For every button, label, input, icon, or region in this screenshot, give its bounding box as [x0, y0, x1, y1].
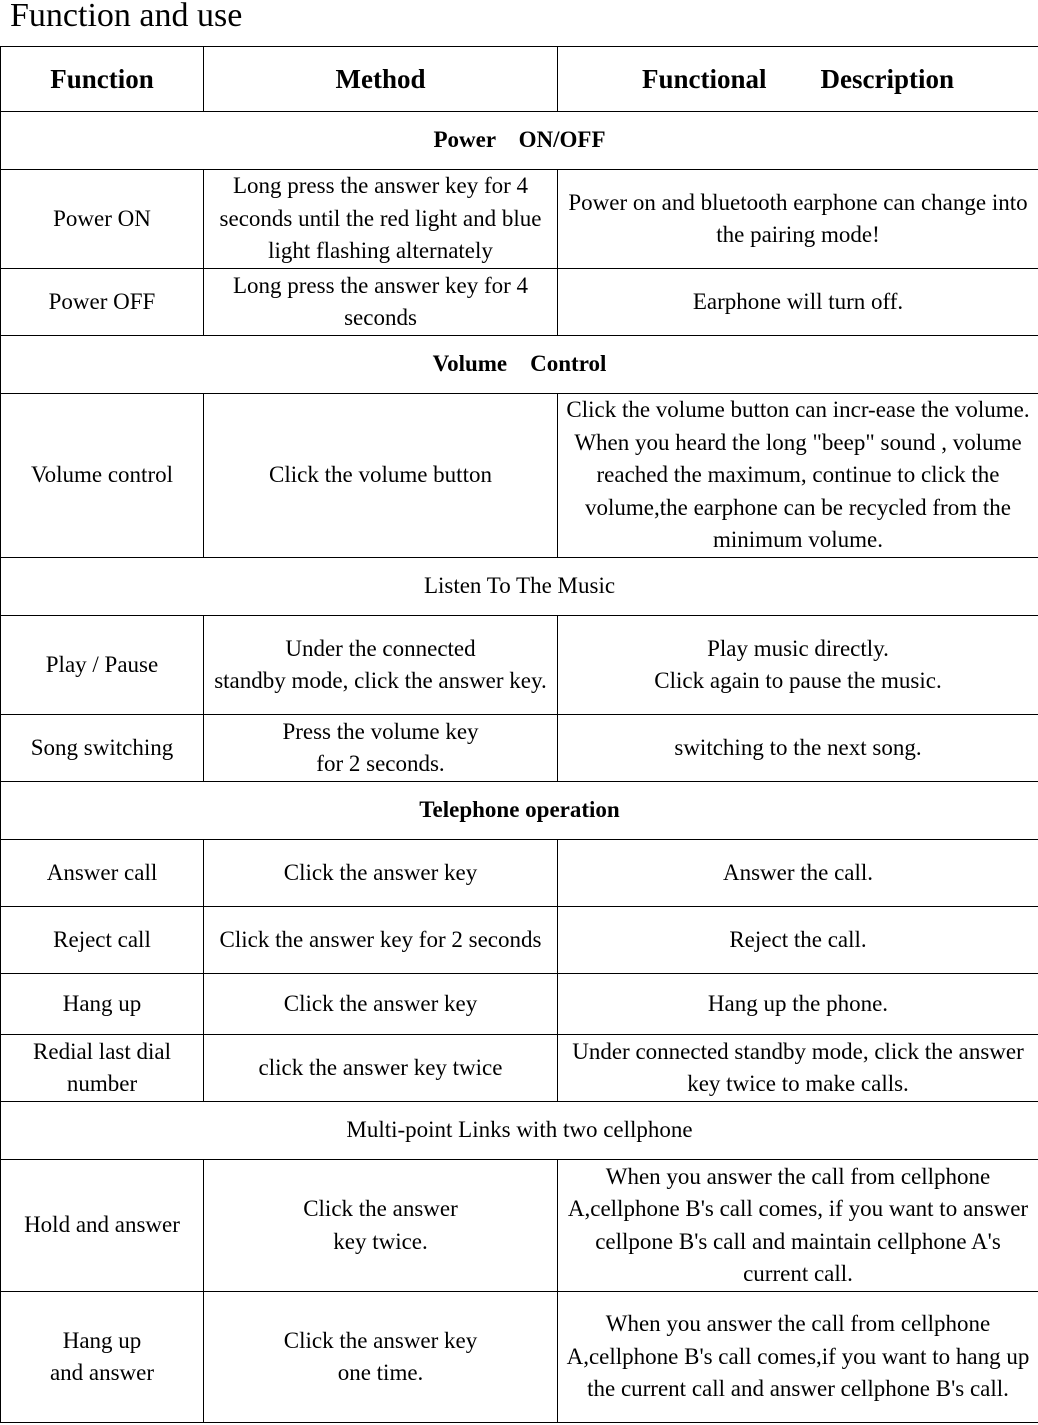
description-cell [558, 1035, 1038, 1102]
description-cell [558, 1160, 1038, 1292]
description-cell [558, 715, 1038, 782]
description-cell [558, 616, 1038, 715]
header-description: Functional Description [558, 47, 1038, 112]
method-text: Long press the answer key for 4 seconds [232, 272, 529, 330]
description-text: When you answer the call from cellphone A,cellphone B's call comes,if you want to hang up the current call and answer cellphone B's call. [566, 1311, 1030, 1402]
method-text: Click the answer key twice. [303, 1196, 458, 1254]
function-cell [1, 840, 204, 907]
description-cell [558, 269, 1038, 336]
function-text: Hang up [62, 990, 142, 1016]
table-row [1, 170, 1038, 269]
table-row [1, 840, 1038, 907]
method-cell [204, 394, 558, 558]
method-cell [204, 974, 558, 1035]
function-cell [1, 616, 204, 715]
table-row [1, 1035, 1038, 1102]
section-title: Volume Control [1, 336, 1038, 394]
description-text: Hang up the phone. [707, 990, 889, 1016]
header-row [1, 47, 1038, 112]
method-cell [204, 170, 558, 269]
description-text: Answer the call. [722, 859, 874, 885]
header-method: Method [204, 47, 558, 112]
description-cell [558, 840, 1038, 907]
method-text: Click the answer key one time. [283, 1327, 478, 1385]
function-cell [1, 170, 204, 269]
function-text: Song switching [30, 734, 174, 760]
method-text: click the answer key twice [258, 1054, 503, 1080]
section-title: Multi-point Links with two cellphone [1, 1102, 1038, 1160]
description-text: When you answer the call from cellphone A,cellphone B's call comes, if you want to answer cellpone B's call and maintain cellphone A's current call. [567, 1163, 1029, 1286]
function-cell [1, 394, 204, 558]
function-text: Reject call [53, 926, 151, 952]
table-row [1, 974, 1038, 1035]
table-row [1, 269, 1038, 336]
method-cell [204, 616, 558, 715]
description-text: Under connected standby mode, click the answer key twice to make calls. [572, 1038, 1024, 1096]
method-text: Click the answer key [283, 859, 478, 885]
table-row [1, 907, 1038, 974]
method-text: Long press the answer key for 4 seconds until the red light and blue light flashing alternately [219, 173, 542, 264]
description-text: switching to the next song. [674, 734, 922, 760]
description-cell [558, 974, 1038, 1035]
description-text: Reject the call. [729, 926, 867, 952]
table-row [1, 616, 1038, 715]
function-cell [1, 1292, 204, 1423]
function-cell [1, 1035, 204, 1102]
function-text: Hang up and answer [49, 1327, 155, 1385]
function-cell [1, 715, 204, 782]
section-row [1, 1102, 1038, 1160]
section-row [1, 558, 1038, 616]
method-text: Click the answer key for 2 seconds [219, 926, 542, 952]
function-text: Hold and answer [24, 1212, 180, 1238]
function-cell [1, 907, 204, 974]
method-cell [204, 1160, 558, 1292]
method-text: Click the answer key [283, 990, 478, 1016]
description-cell [558, 170, 1038, 269]
section-row [1, 336, 1038, 394]
function-table [0, 46, 1038, 1423]
function-text: Power ON [53, 205, 151, 231]
method-cell [204, 840, 558, 907]
function-text: Volume control [30, 462, 174, 488]
method-cell [204, 1035, 558, 1102]
function-cell [1, 974, 204, 1035]
section-title: Listen To The Music [1, 558, 1038, 616]
function-cell [1, 1160, 204, 1292]
method-text: Press the volume key for 2 seconds. [282, 718, 479, 776]
description-text: Power on and bluetooth earphone can change into the pairing mode! [568, 189, 1028, 247]
header-function: Function [1, 47, 204, 112]
page-title: Function and use [10, 0, 243, 34]
description-cell [558, 1292, 1038, 1423]
table-row [1, 394, 1038, 558]
method-cell [204, 907, 558, 974]
description-cell [558, 907, 1038, 974]
section-row [1, 112, 1038, 170]
description-text: Play music directly. Click again to pause the music. [654, 635, 942, 693]
function-text: Power OFF [48, 288, 156, 314]
method-cell [204, 269, 558, 336]
method-text: Click the volume button [269, 462, 492, 488]
table-row [1, 1292, 1038, 1423]
section-title: Telephone operation [1, 782, 1038, 840]
description-text: Click the volume button can incr-ease the volume. When you heard the long "beep" sound , volume reached the maximum, continue to click the volume,the earphone can be recycled from the minimum volume. [566, 397, 1030, 553]
function-text: Play / Pause [45, 651, 159, 677]
table-row [1, 715, 1038, 782]
section-row [1, 782, 1038, 840]
description-text: Earphone will turn off. [692, 288, 904, 314]
section-title: Power ON/OFF [1, 112, 1038, 170]
method-cell [204, 1292, 558, 1423]
description-cell [558, 394, 1038, 558]
function-cell [1, 269, 204, 336]
function-text: Answer call [46, 859, 158, 885]
method-cell [204, 715, 558, 782]
method-text: Under the connected standby mode, click the answer key. [214, 635, 547, 693]
function-text: Redial last dial number [33, 1038, 171, 1096]
table-row [1, 1160, 1038, 1292]
